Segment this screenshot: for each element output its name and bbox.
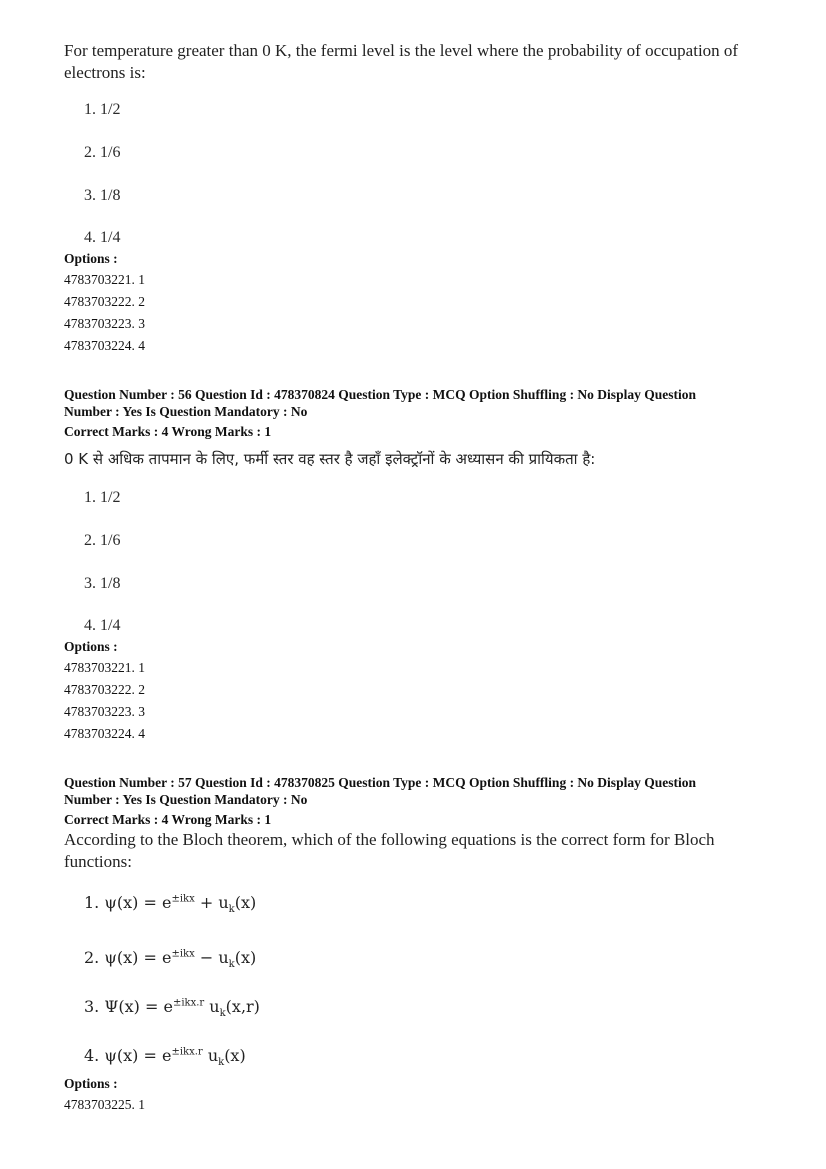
formula-subscript: k [218, 1057, 225, 1069]
formula-rhs: u [207, 1046, 219, 1065]
question-meta [64, 774, 784, 808]
choice-number: 1. [84, 893, 100, 912]
option-id: 4783703223. 3 [64, 704, 145, 719]
option-id: 4783703221. 1 [64, 272, 145, 287]
formula-lhs: ψ(x) = e [104, 893, 172, 912]
choice-formula-3 [84, 997, 260, 1019]
meta-line: Question Number : 56 Question Id : 478370824 Question Type : MCQ Option Shuffling : No Display Question [64, 387, 696, 402]
question-text: 0 K से अधिक तापमान के लिए, फर्मी स्तर वह स्तर है जहाँ इलेक्ट्रॉनों के अध्यासन की प्रायिकता है: [64, 450, 596, 468]
choice-number: 2. [84, 948, 100, 967]
meta-line: Number : Yes Is Question Mandatory : No [64, 404, 308, 419]
formula-subscript: k [228, 959, 235, 971]
formula-lhs: Ψ(x) = e [104, 997, 173, 1016]
formula-subscript: k [228, 904, 235, 916]
formula-tail: (x) [224, 1046, 246, 1065]
formula-exponent: ±ikx [171, 893, 195, 905]
options-label: Options : [64, 1076, 118, 1091]
meta-line: Question Number : 57 Question Id : 478370825 Question Type : MCQ Option Shuffling : No Display Question [64, 775, 696, 790]
formula-rhs: + u [199, 893, 229, 912]
choice-number: 4. [84, 1046, 100, 1065]
formula-exponent: ±ikx.r [171, 1046, 203, 1058]
choice-1: 1. 1/2 [84, 101, 121, 118]
marks-line: Correct Marks : 4 Wrong Marks : 1 [64, 424, 272, 439]
question-meta [64, 386, 784, 420]
options-label: Options : [64, 251, 118, 266]
choice-3: 3. 1/8 [84, 187, 121, 204]
choice-4: 4. 1/4 [84, 617, 121, 634]
option-id: 4783703225. 1 [64, 1097, 145, 1112]
formula-subscript: k [219, 1008, 226, 1020]
formula-exponent: ±ikx.r [172, 997, 205, 1009]
option-id: 4783703224. 4 [64, 726, 145, 741]
marks-line: Correct Marks : 4 Wrong Marks : 1 [64, 812, 272, 827]
option-id: 4783703224. 4 [64, 338, 145, 353]
formula-rhs: − u [199, 948, 229, 967]
option-id: 4783703223. 3 [64, 316, 145, 331]
question-text: According to the Bloch theorem, which of the following equations is the correct form for Bloch functions: [64, 830, 715, 871]
option-id: 4783703222. 2 [64, 294, 145, 309]
choice-2: 2. 1/6 [84, 532, 121, 549]
formula-lhs: ψ(x) = e [104, 1046, 172, 1065]
meta-line: Number : Yes Is Question Mandatory : No [64, 792, 308, 807]
formula-exponent: ±ikx [171, 948, 195, 960]
choice-formula-4 [84, 1046, 246, 1068]
option-id: 4783703222. 2 [64, 682, 145, 697]
choice-formula-2 [84, 948, 256, 970]
formula-tail: (x) [234, 948, 257, 967]
choice-formula-1 [84, 893, 256, 915]
formula-rhs: u [209, 997, 220, 1016]
formula-tail: (x,r) [225, 997, 260, 1016]
choice-1: 1. 1/2 [84, 489, 121, 506]
formula-lhs: ψ(x) = e [104, 948, 172, 967]
question-text: For temperature greater than 0 K, the fermi level is the level where the probability of occupation of electrons is: [64, 41, 739, 82]
choice-3: 3. 1/8 [84, 575, 121, 592]
option-id: 4783703221. 1 [64, 660, 145, 675]
choice-4: 4. 1/4 [84, 229, 121, 246]
formula-tail: (x) [234, 893, 257, 912]
options-label: Options : [64, 639, 118, 654]
choice-2: 2. 1/6 [84, 144, 121, 161]
choice-number: 3. [84, 997, 100, 1016]
